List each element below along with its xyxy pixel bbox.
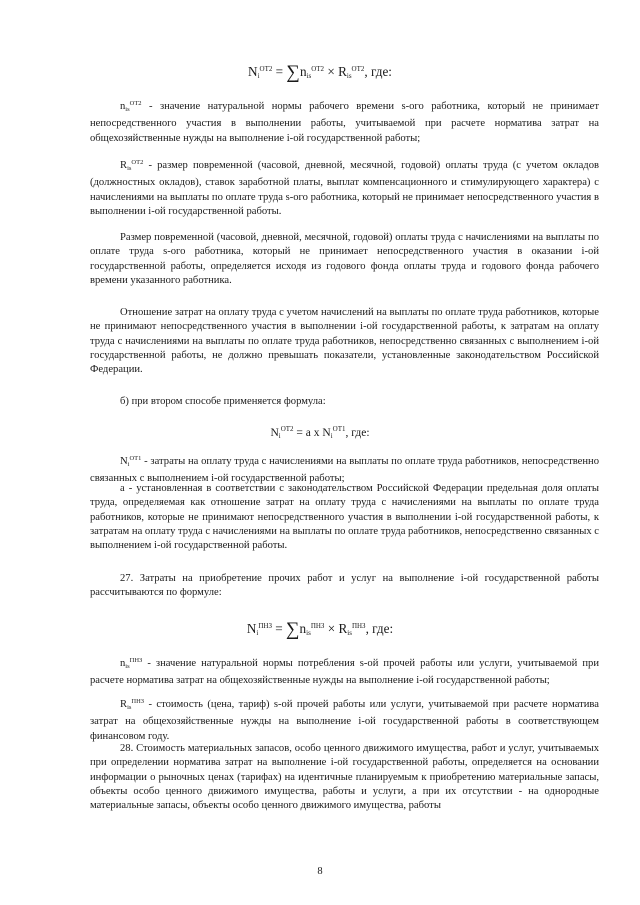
- def-symbol: R: [120, 160, 128, 171]
- def-subscript: is: [125, 106, 130, 113]
- formula-superscript: ОТ2: [351, 65, 365, 73]
- paragraph-28: 28. Стоимость материальных запасов, особо ценного движимого имущества, работ и услуг, учитываемых при определении норматива затрат на выполнение i-ой государственной работы, определяется на основании информации о рыночных ценах (тарифах) на идентичные планируемым к приобретению материальные запасы, объекты особо ценного движимого имущества, работы и услуги, а при их отсутствии - на однородные материальные запасы, объекты особо ценного движимого имущества, работы: [90, 743, 599, 812]
- formula-superscript: ОТ2: [311, 65, 325, 73]
- formula-symbol: R: [338, 621, 348, 636]
- formula-symbol: N: [322, 427, 331, 439]
- def-subscript: is: [127, 704, 132, 711]
- definition-r-ot2: [90, 156, 599, 219]
- formula-subscript: is: [306, 72, 312, 80]
- sum-symbol: ∑: [286, 619, 300, 640]
- formula-superscript: ОТ1: [332, 425, 346, 433]
- formula-subscript: i: [257, 72, 260, 80]
- formula-second-method: [0, 421, 640, 444]
- formula-symbol: n: [299, 621, 307, 636]
- formula-superscript: ПНЗ: [351, 622, 366, 630]
- formula-superscript: ПНЗ: [310, 622, 325, 630]
- def-superscript: ПНЗ: [129, 657, 143, 664]
- def-symbol: n: [120, 101, 126, 112]
- formula-symbol: n: [299, 64, 307, 79]
- formula-tail: , где:: [345, 427, 370, 439]
- def-subscript: is: [127, 165, 132, 172]
- formula-tail: , где:: [365, 621, 394, 636]
- formula-subscript: i: [278, 432, 281, 440]
- paragraph-size: Размер повременной (часовой, дневной, месячной, годовой) оплаты труда с начислениями на выплаты по оплате труда s-ого работника, который не принимает непосредственного участия в оказании i-ой государственной работы, определяется исходя из годового фонда оплаты труда и годового фонда рабочего времени указанного работника.: [90, 232, 599, 286]
- paragraph-ratio: Отношение затрат на оплату труда с учетом начислений на выплаты по оплате труда работников, которые не принимают непосредственного участия в выполнении i-ой государственной работы, к затратам на оплату труда с начислениями на выплаты по оплате труда работников, непосредственно связанных с выполнением i-ой государственной работы, не должно превышать показатели, установленные законодательством Российской Федерации.: [90, 307, 599, 376]
- sum-symbol: ∑: [286, 62, 300, 83]
- formula-subscript: is: [347, 629, 352, 637]
- definition-r-pnz: [90, 695, 599, 744]
- def-text: - размер повременной (часовой, дневной, месячной, годовой) оплаты труда (с учетом окладов (должностных окладов), ставок заработной платы, выплат компенсационного и стимулирующего характера) с начислениями на выплаты по оплате труда s-ого работника, который не принимает непосредственного участия в выполнении i-ой государственной работы.: [90, 160, 599, 217]
- def-superscript: ОТ1: [129, 455, 142, 462]
- definition-n-ot2: [90, 97, 599, 146]
- formula-symbol: N: [248, 64, 258, 79]
- paragraph-second-method: б) при втором способе применяется формула:: [120, 396, 326, 407]
- formula-subscript: is: [306, 629, 311, 637]
- def-subscript: i: [127, 461, 130, 468]
- def-text: - значение натуральной нормы рабочего времени s-ого работника, который не принимает непосредственного участия в выполнении работы, учитываемой при расчете норматива затрат на общехозяйственные нужды на выполнение i-ой государственной работы;: [90, 101, 599, 144]
- times-symbol: ×: [327, 621, 336, 636]
- definition-n-pnz: [90, 654, 599, 689]
- formula-symbol: N: [270, 427, 279, 439]
- def-text: - стоимость (цена, тариф) s-ой прочей работы или услуги, учитываемой при расчете норматива затрат на общехозяйственные нужды на выполнение i-ой государственной работы в соответствующем финансовом году.: [90, 699, 599, 742]
- formula-pnz: $N_i^{ПНЗ} = \sum n_{is}^{ПНЗ} \times R_{is}^{ПНЗ}$, где:: [246, 619, 394, 640]
- formula-superscript: ПНЗ: [258, 622, 272, 630]
- formula-symbol: N: [246, 621, 257, 636]
- formula-superscript: ОТ2: [280, 425, 294, 433]
- formula-subscript: i: [330, 432, 333, 440]
- def-symbol: n: [120, 658, 126, 669]
- formula-tail: , где:: [364, 64, 392, 79]
- def-superscript: ПНЗ: [131, 698, 145, 705]
- def-subscript: is: [125, 663, 130, 670]
- def-symbol: R: [120, 699, 128, 710]
- formula-operator: = a x: [293, 427, 323, 439]
- def-symbol: N: [120, 456, 128, 467]
- page-number: 8: [317, 866, 323, 877]
- formula-ot2: $N_i^{ОТ2} = \sum n_{is}^{ОТ2} \times R_{is}^{ОТ2}$, где:: [248, 62, 392, 83]
- def-text: - затраты на оплату труда с начислениями на выплаты по оплате труда работников, непосредственно связанных с выполнением i-ой государственной работы;: [90, 456, 599, 485]
- def-superscript: ОТ2: [131, 159, 144, 166]
- formula-subscript: i: [256, 629, 259, 637]
- paragraph-27: 27. Затраты на приобретение прочих работ и услуг на выполнение i-ой государственной работы рассчитываются по формуле:: [90, 573, 599, 599]
- def-superscript: ОТ2: [129, 100, 142, 107]
- formula-symbol: R: [338, 64, 347, 79]
- def-text: - значение натуральной нормы потребления s-ой прочей работы или услуги, учитываемой при расчете норматива затрат на общехозяйственные нужды на выполнение i-ой государственной работы;: [90, 658, 599, 687]
- definition-a: а - установленная в соответствии с законодательством Российской Федерации предельная доля оплаты труда, определяемая как отношение затрат на оплату труда с начислениями на выплаты по оплате труда работников, которые не принимают непосредственного участия в выполнении i-ой государственной работы, к затратам на оплату труда с начислениями на выплаты по оплате труда работников, непосредственно связанных с выполнением i-ой государственной работы.: [90, 483, 599, 552]
- times-symbol: ×: [327, 64, 335, 79]
- formula-subscript: is: [346, 72, 352, 80]
- formula-superscript: ОТ2: [259, 65, 273, 73]
